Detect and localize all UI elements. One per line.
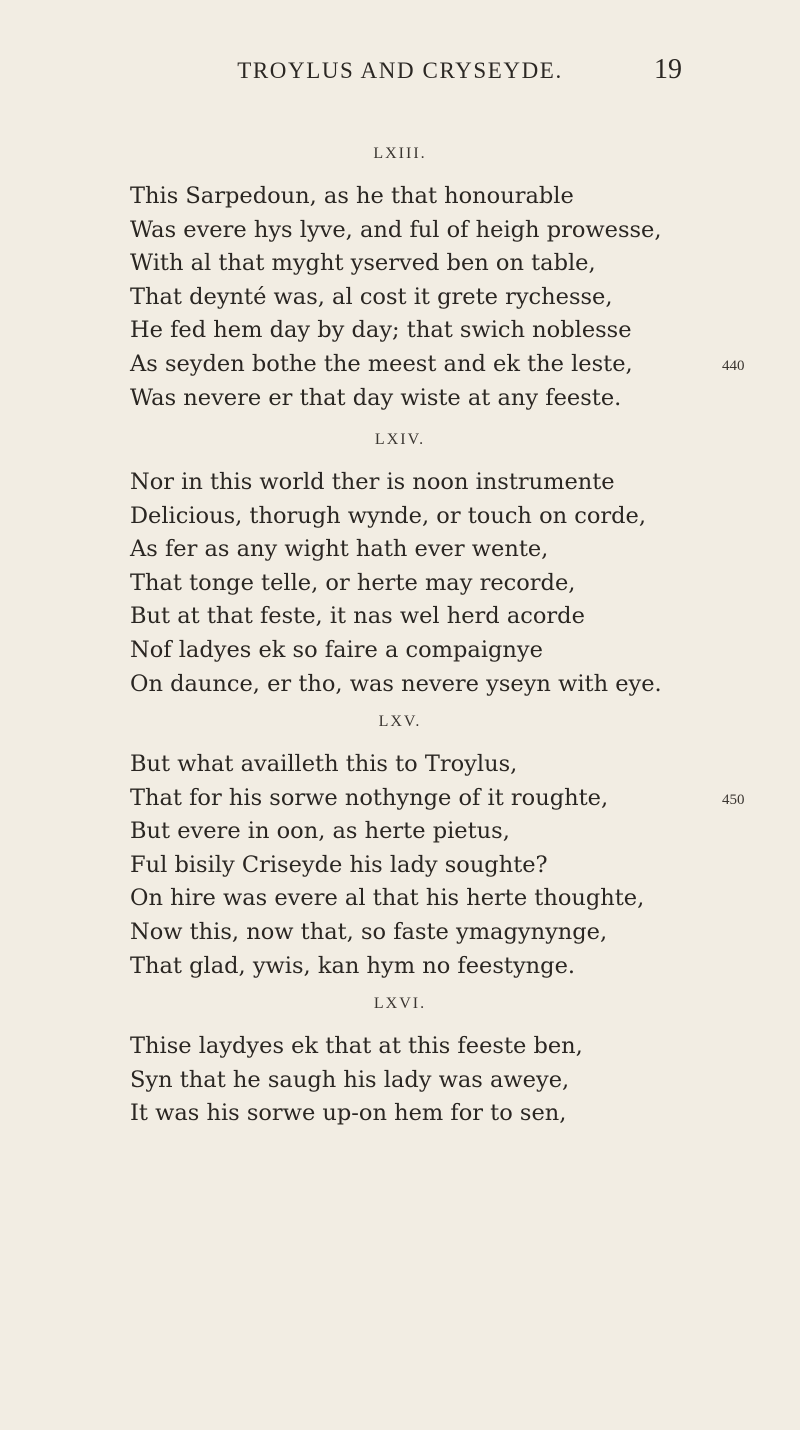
verse-line [0, 1030, 800, 1064]
verse-text: He fed hem day by day; that swich noblesse [130, 317, 632, 344]
verse-text: That deynté was, al cost it grete rychesse, [130, 283, 613, 310]
stanza [0, 710, 800, 983]
verse-line [0, 849, 800, 883]
verse-line [0, 567, 800, 601]
verse-text: Now this, now that, so faste ymagynynge, [130, 918, 608, 945]
verse-line [0, 382, 800, 416]
verse-line [0, 950, 800, 984]
verse-line [0, 1097, 800, 1131]
verse-line [0, 668, 800, 702]
verse-text: That tonge telle, or herte may recorde, [130, 569, 576, 596]
stanza-number: LXVI. [373, 995, 427, 1012]
verse-text: Was nevere er that day wiste at any feeste. [130, 384, 622, 411]
verse-line [0, 882, 800, 916]
verse-text: Was evere hys lyve, and ful of heigh prowesse, [130, 216, 662, 243]
verse-text: Nof ladyes ek so faire a compaignye [130, 636, 543, 663]
verse-text: This Sarpedoun, as he that honourable [130, 183, 574, 209]
verse-line [0, 1064, 800, 1098]
verse-text: Syn that he saugh his lady was aweye, [130, 1066, 570, 1093]
verse-text: With al that myght yserved ben on table, [130, 250, 596, 277]
verse-text: Ful bisily Criseyde his lady soughte? [130, 851, 548, 878]
verse-line [0, 247, 800, 281]
verse-text: But what availleth this to Troylus, [130, 751, 518, 777]
verse-text: On daunce, er tho, was nevere yseyn with eye. [130, 670, 662, 697]
verse-text: On hire was evere al that his herte thoughte, [130, 885, 645, 912]
verse-line [0, 281, 800, 315]
verse-text: As seyden bothe the meest and ek the leste, [130, 350, 633, 377]
stanza-number: LXIII. [373, 145, 427, 162]
running-head [0, 54, 800, 98]
page-number: 19 [654, 54, 682, 85]
running-title: TROYLUS AND CRYSEYDE. [237, 58, 563, 83]
verse-line [0, 214, 800, 248]
verse-line [0, 916, 800, 950]
verse-line [0, 348, 800, 382]
verse-line [0, 748, 800, 782]
verse-text: But evere in oon, as herte pietus, [130, 818, 510, 845]
verse-line [0, 500, 800, 534]
verse-line [0, 180, 800, 214]
verse-line [0, 782, 800, 816]
verse-text: That glad, ywis, kan hym no feestynge. [130, 952, 576, 979]
verse-text: Thise laydyes ek that at this feeste ben, [130, 1033, 583, 1059]
verse-line [0, 533, 800, 567]
stanza [0, 428, 800, 701]
verse-line [0, 634, 800, 668]
verse-text: Nor in this world ther is noon instrumente [130, 469, 615, 495]
stanza [0, 992, 800, 1131]
stanza-number: LXV. [378, 713, 422, 730]
verse-text: Delicious, thorugh wynde, or touch on corde, [130, 502, 647, 529]
stanza [0, 142, 800, 415]
verse-text: It was his sorwe up-on hem for to sen, [130, 1100, 567, 1127]
verse-text: But at that feste, it nas wel herd acorde [130, 603, 585, 630]
line-number: 450 [722, 791, 745, 808]
verse-line [0, 466, 800, 500]
stanza-number: LXIV. [374, 431, 426, 448]
verse-text: That for his sorwe nothynge of it roughte, [130, 784, 609, 811]
line-number: 440 [722, 357, 745, 374]
verse-text: As fer as any wight hath ever wente, [130, 536, 549, 563]
verse-line [0, 815, 800, 849]
verse-line [0, 314, 800, 348]
verse-line [0, 600, 800, 634]
